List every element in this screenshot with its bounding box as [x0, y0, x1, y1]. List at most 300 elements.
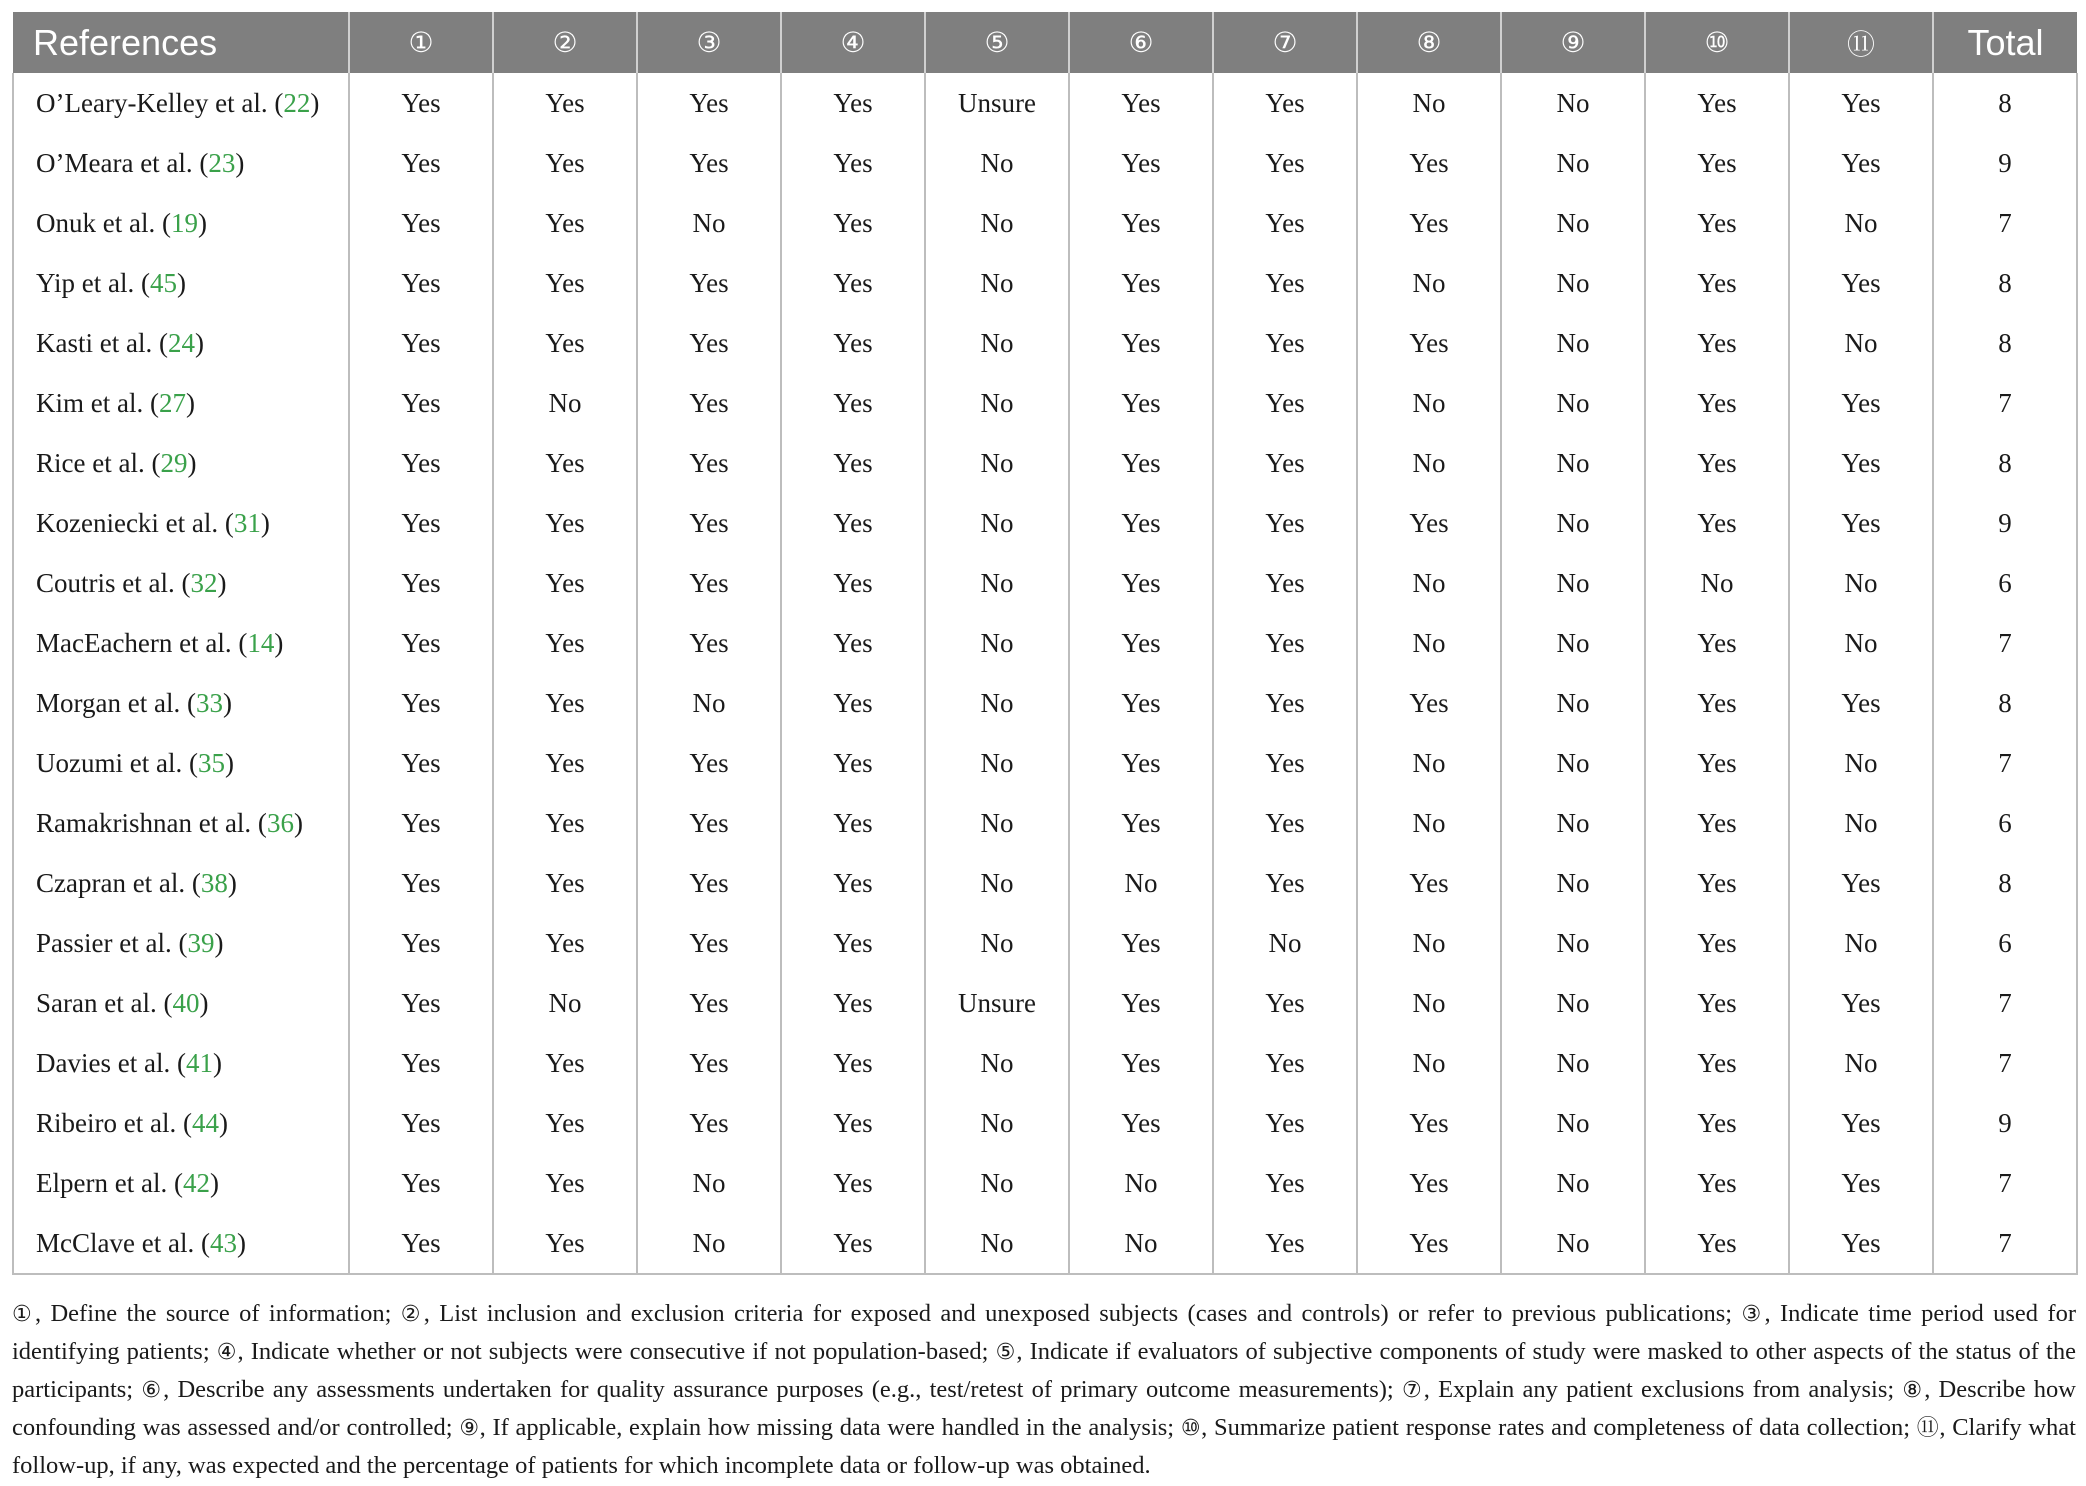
- criterion-1-cell: Yes: [349, 193, 493, 253]
- reference-author: Kim et al. (: [36, 387, 159, 418]
- reference-author: Kasti et al. (: [36, 327, 168, 358]
- criterion-9-cell: No: [1501, 1093, 1645, 1153]
- criterion-11-cell: No: [1789, 733, 1933, 793]
- reference-close-paren: ): [217, 567, 227, 598]
- criterion-1-cell: Yes: [349, 493, 493, 553]
- criterion-2-cell: Yes: [493, 193, 637, 253]
- reference-author: Coutris et al. (: [36, 567, 191, 598]
- criterion-11-cell: No: [1789, 1033, 1933, 1093]
- criterion-7-cell: Yes: [1213, 433, 1357, 493]
- criterion-3-cell: Yes: [637, 313, 781, 373]
- table-row: [13, 1033, 2077, 1093]
- citation-link[interactable]: 22: [283, 87, 311, 118]
- criterion-11-cell: Yes: [1789, 253, 1933, 313]
- reference-author: MacEachern et al. (: [36, 627, 248, 658]
- reference-close-paren: ): [274, 627, 284, 658]
- criterion-10-cell: Yes: [1645, 913, 1789, 973]
- footnote-text: , Summarize patient response rates and completeness of data collection;: [1201, 1414, 1917, 1441]
- header-criterion-6: ⑥: [1069, 12, 1213, 73]
- citation-link[interactable]: 36: [266, 807, 294, 838]
- criterion-8-cell: No: [1357, 733, 1501, 793]
- reference-cell: [13, 853, 349, 913]
- criterion-1-cell: Yes: [349, 553, 493, 613]
- criterion-5-cell: No: [925, 673, 1069, 733]
- criterion-1-cell: Yes: [349, 673, 493, 733]
- criterion-6-cell: Yes: [1069, 613, 1213, 673]
- criterion-6-cell: Yes: [1069, 1093, 1213, 1153]
- footnote-symbol: ⑤: [995, 1340, 1017, 1365]
- criterion-5-cell: No: [925, 853, 1069, 913]
- criterion-4-cell: Yes: [781, 253, 925, 313]
- criterion-3-cell: Yes: [637, 913, 781, 973]
- criterion-2-cell: No: [493, 373, 637, 433]
- criterion-3-cell: No: [637, 1213, 781, 1274]
- citation-link[interactable]: 40: [172, 987, 200, 1018]
- citation-link[interactable]: 33: [195, 687, 223, 718]
- reference-close-paren: ): [260, 507, 270, 538]
- reference-cell: [13, 673, 349, 733]
- citation-link[interactable]: 32: [190, 567, 218, 598]
- criterion-7-cell: Yes: [1213, 1033, 1357, 1093]
- criterion-10-cell: Yes: [1645, 973, 1789, 1033]
- criterion-5-cell: No: [925, 373, 1069, 433]
- criterion-7-cell: Yes: [1213, 133, 1357, 193]
- footnote-symbol: ⑧: [1902, 1378, 1925, 1403]
- citation-link[interactable]: 43: [209, 1227, 237, 1258]
- criterion-5-cell: No: [925, 553, 1069, 613]
- reference-cell: [13, 73, 349, 133]
- criterion-4-cell: Yes: [781, 1093, 925, 1153]
- criterion-10-cell: Yes: [1645, 253, 1789, 313]
- criterion-9-cell: No: [1501, 313, 1645, 373]
- criterion-2-cell: Yes: [493, 733, 637, 793]
- citation-link[interactable]: 42: [182, 1167, 210, 1198]
- criterion-4-cell: Yes: [781, 373, 925, 433]
- table-row: [13, 973, 2077, 1033]
- total-cell: 7: [1933, 613, 2077, 673]
- criterion-11-cell: No: [1789, 793, 1933, 853]
- criterion-4-cell: Yes: [781, 433, 925, 493]
- criterion-8-cell: Yes: [1357, 1213, 1501, 1274]
- criterion-11-cell: Yes: [1789, 853, 1933, 913]
- reference-close-paren: ): [185, 387, 195, 418]
- criterion-2-cell: Yes: [493, 673, 637, 733]
- criterion-11-cell: Yes: [1789, 1213, 1933, 1274]
- table-row: [13, 133, 2077, 193]
- criterion-5-cell: No: [925, 793, 1069, 853]
- criterion-2-cell: Yes: [493, 1153, 637, 1213]
- criterion-5-cell: No: [925, 613, 1069, 673]
- table-footnote: [12, 1295, 2076, 1484]
- criterion-9-cell: No: [1501, 673, 1645, 733]
- reference-close-paren: ): [194, 327, 204, 358]
- criterion-4-cell: Yes: [781, 133, 925, 193]
- criterion-3-cell: No: [637, 673, 781, 733]
- criterion-7-cell: Yes: [1213, 373, 1357, 433]
- criterion-10-cell: Yes: [1645, 1033, 1789, 1093]
- citation-link[interactable]: 45: [149, 267, 177, 298]
- reference-close-paren: ): [235, 147, 245, 178]
- header-criterion-3: ③: [637, 12, 781, 73]
- criterion-1-cell: Yes: [349, 313, 493, 373]
- reference-close-paren: ): [218, 1107, 228, 1138]
- table-row: [13, 913, 2077, 973]
- citation-link[interactable]: 35: [197, 747, 225, 778]
- criterion-6-cell: Yes: [1069, 673, 1213, 733]
- criterion-2-cell: Yes: [493, 433, 637, 493]
- reference-cell: [13, 1033, 349, 1093]
- table-row: [13, 373, 2077, 433]
- criterion-8-cell: Yes: [1357, 1093, 1501, 1153]
- criterion-1-cell: Yes: [349, 1033, 493, 1093]
- criterion-9-cell: No: [1501, 373, 1645, 433]
- criterion-11-cell: Yes: [1789, 433, 1933, 493]
- criterion-2-cell: Yes: [493, 1093, 637, 1153]
- criterion-1-cell: Yes: [349, 433, 493, 493]
- reference-close-paren: ): [227, 867, 237, 898]
- citation-link[interactable]: 29: [160, 447, 188, 478]
- criterion-11-cell: Yes: [1789, 73, 1933, 133]
- citation-link[interactable]: 19: [170, 207, 198, 238]
- criterion-10-cell: Yes: [1645, 493, 1789, 553]
- criterion-7-cell: Yes: [1213, 193, 1357, 253]
- reference-author: Uozumi et al. (: [36, 747, 198, 778]
- criterion-10-cell: Yes: [1645, 73, 1789, 133]
- reference-author: Davies et al. (: [36, 1047, 186, 1078]
- criterion-11-cell: Yes: [1789, 373, 1933, 433]
- criterion-3-cell: No: [637, 193, 781, 253]
- criterion-8-cell: Yes: [1357, 853, 1501, 913]
- criterion-6-cell: Yes: [1069, 433, 1213, 493]
- criterion-7-cell: Yes: [1213, 493, 1357, 553]
- criterion-7-cell: Yes: [1213, 973, 1357, 1033]
- footnote-text: , Clarify what follow-up, if any, was expected and the percentage of patients for which incomplete data or follow-up was obtained.: [12, 1414, 2076, 1479]
- criterion-8-cell: No: [1357, 973, 1501, 1033]
- header-criterion-5: ⑤: [925, 12, 1069, 73]
- criterion-9-cell: No: [1501, 1033, 1645, 1093]
- total-cell: 6: [1933, 553, 2077, 613]
- citation-link[interactable]: 23: [208, 147, 236, 178]
- criterion-5-cell: No: [925, 433, 1069, 493]
- total-cell: 9: [1933, 133, 2077, 193]
- quality-assessment-table-container: [12, 12, 2076, 1275]
- reference-close-paren: ): [214, 927, 224, 958]
- criterion-4-cell: Yes: [781, 793, 925, 853]
- criterion-9-cell: No: [1501, 613, 1645, 673]
- criterion-5-cell: No: [925, 193, 1069, 253]
- criterion-7-cell: Yes: [1213, 313, 1357, 373]
- reference-author: Saran et al. (: [36, 987, 173, 1018]
- reference-cell: [13, 1213, 349, 1274]
- header-criterion-11: ⑪: [1789, 12, 1933, 73]
- criterion-9-cell: No: [1501, 913, 1645, 973]
- reference-cell: [13, 553, 349, 613]
- reference-cell: [13, 493, 349, 553]
- criterion-11-cell: No: [1789, 613, 1933, 673]
- criterion-1-cell: Yes: [349, 973, 493, 1033]
- criterion-1-cell: Yes: [349, 1093, 493, 1153]
- criterion-4-cell: Yes: [781, 313, 925, 373]
- criterion-9-cell: No: [1501, 793, 1645, 853]
- footnote-symbol: ⑩: [1180, 1416, 1202, 1441]
- criterion-4-cell: Yes: [781, 733, 925, 793]
- criterion-7-cell: Yes: [1213, 613, 1357, 673]
- footnote-symbol: ⑥: [141, 1378, 164, 1403]
- criterion-11-cell: Yes: [1789, 493, 1933, 553]
- reference-close-paren: ): [199, 987, 209, 1018]
- table-row: [13, 253, 2077, 313]
- criterion-6-cell: No: [1069, 1213, 1213, 1274]
- criterion-9-cell: No: [1501, 433, 1645, 493]
- criterion-5-cell: No: [925, 1213, 1069, 1274]
- criterion-4-cell: Yes: [781, 1153, 925, 1213]
- citation-link[interactable]: 27: [158, 387, 186, 418]
- criterion-2-cell: Yes: [493, 253, 637, 313]
- reference-cell: [13, 733, 349, 793]
- reference-author: Czapran et al. (: [36, 867, 201, 898]
- criterion-3-cell: Yes: [637, 373, 781, 433]
- criterion-1-cell: Yes: [349, 793, 493, 853]
- criterion-4-cell: Yes: [781, 493, 925, 553]
- reference-close-paren: ): [222, 687, 232, 718]
- criterion-5-cell: No: [925, 313, 1069, 373]
- footnote-symbol: ②: [400, 1302, 424, 1327]
- reference-author: O’Meara et al. (: [36, 147, 209, 178]
- criterion-7-cell: Yes: [1213, 1093, 1357, 1153]
- reference-author: Yip et al. (: [36, 267, 150, 298]
- table-row: [13, 613, 2077, 673]
- criterion-3-cell: Yes: [637, 253, 781, 313]
- criterion-7-cell: No: [1213, 913, 1357, 973]
- citation-link[interactable]: 24: [167, 327, 195, 358]
- criterion-2-cell: Yes: [493, 913, 637, 973]
- criterion-5-cell: No: [925, 1033, 1069, 1093]
- criterion-10-cell: Yes: [1645, 1153, 1789, 1213]
- criterion-4-cell: Yes: [781, 553, 925, 613]
- criterion-1-cell: Yes: [349, 1213, 493, 1274]
- table-row: [13, 193, 2077, 253]
- reference-cell: [13, 193, 349, 253]
- criterion-4-cell: Yes: [781, 613, 925, 673]
- reference-close-paren: ): [236, 1227, 246, 1258]
- criterion-10-cell: Yes: [1645, 733, 1789, 793]
- criterion-10-cell: Yes: [1645, 613, 1789, 673]
- criterion-3-cell: Yes: [637, 73, 781, 133]
- criterion-1-cell: Yes: [349, 613, 493, 673]
- criterion-5-cell: Unsure: [925, 73, 1069, 133]
- reference-cell: [13, 313, 349, 373]
- criterion-8-cell: Yes: [1357, 493, 1501, 553]
- total-cell: 7: [1933, 373, 2077, 433]
- criterion-8-cell: No: [1357, 253, 1501, 313]
- criterion-6-cell: Yes: [1069, 913, 1213, 973]
- criterion-7-cell: Yes: [1213, 73, 1357, 133]
- criterion-3-cell: Yes: [637, 733, 781, 793]
- criterion-9-cell: No: [1501, 853, 1645, 913]
- criterion-6-cell: Yes: [1069, 253, 1213, 313]
- criterion-4-cell: Yes: [781, 1033, 925, 1093]
- criterion-3-cell: Yes: [637, 613, 781, 673]
- criterion-6-cell: Yes: [1069, 73, 1213, 133]
- criterion-5-cell: No: [925, 1093, 1069, 1153]
- criterion-10-cell: Yes: [1645, 133, 1789, 193]
- criterion-1-cell: Yes: [349, 733, 493, 793]
- reference-cell: [13, 973, 349, 1033]
- criterion-4-cell: Yes: [781, 73, 925, 133]
- criterion-1-cell: Yes: [349, 253, 493, 313]
- footnote-text: , Describe how confounding was assessed and/or controlled;: [12, 1376, 2076, 1441]
- header-references: References: [13, 12, 349, 73]
- header-criterion-4: ④: [781, 12, 925, 73]
- reference-cell: [13, 793, 349, 853]
- criterion-8-cell: Yes: [1357, 1153, 1501, 1213]
- criterion-9-cell: No: [1501, 493, 1645, 553]
- reference-close-paren: ): [209, 1167, 219, 1198]
- reference-author: McClave et al. (: [36, 1227, 210, 1258]
- criterion-6-cell: No: [1069, 1153, 1213, 1213]
- criterion-8-cell: Yes: [1357, 133, 1501, 193]
- table-row: [13, 673, 2077, 733]
- criterion-6-cell: Yes: [1069, 1033, 1213, 1093]
- criterion-1-cell: Yes: [349, 853, 493, 913]
- header-total: Total: [1933, 12, 2077, 73]
- citation-link[interactable]: 14: [247, 627, 275, 658]
- criterion-11-cell: No: [1789, 313, 1933, 373]
- footnote-text: , Explain any patient exclusions from analysis;: [1423, 1376, 1903, 1403]
- reference-cell: [13, 373, 349, 433]
- reference-close-paren: ): [224, 747, 234, 778]
- citation-link[interactable]: 38: [200, 867, 228, 898]
- criterion-8-cell: No: [1357, 553, 1501, 613]
- criterion-5-cell: Unsure: [925, 973, 1069, 1033]
- header-criterion-8: ⑧: [1357, 12, 1501, 73]
- table-row: [13, 793, 2077, 853]
- reference-author: Morgan et al. (: [36, 687, 196, 718]
- citation-link[interactable]: 39: [187, 927, 215, 958]
- reference-author: Onuk et al. (: [36, 207, 171, 238]
- criterion-4-cell: Yes: [781, 193, 925, 253]
- criterion-2-cell: Yes: [493, 1213, 637, 1274]
- criterion-11-cell: No: [1789, 193, 1933, 253]
- header-criterion-10: ⑩: [1645, 12, 1789, 73]
- criterion-7-cell: Yes: [1213, 1213, 1357, 1274]
- table-row: [13, 1153, 2077, 1213]
- footnote-text: , Indicate if evaluators of subjective components of study were masked to other aspects of the status of the participants;: [12, 1338, 2076, 1403]
- criterion-10-cell: Yes: [1645, 313, 1789, 373]
- criterion-8-cell: No: [1357, 373, 1501, 433]
- criterion-11-cell: No: [1789, 553, 1933, 613]
- criterion-5-cell: No: [925, 133, 1069, 193]
- total-cell: 7: [1933, 1153, 2077, 1213]
- criterion-9-cell: No: [1501, 1153, 1645, 1213]
- reference-cell: [13, 433, 349, 493]
- footnote-text: , Define the source of information;: [34, 1300, 401, 1327]
- reference-author: Rice et al. (: [36, 447, 161, 478]
- criterion-11-cell: Yes: [1789, 673, 1933, 733]
- total-cell: 9: [1933, 1093, 2077, 1153]
- criterion-10-cell: Yes: [1645, 433, 1789, 493]
- footnote-symbol: ⑨: [459, 1416, 480, 1441]
- criterion-11-cell: Yes: [1789, 1153, 1933, 1213]
- criterion-3-cell: Yes: [637, 1033, 781, 1093]
- quality-assessment-table: [12, 12, 2078, 1275]
- table-row: [13, 313, 2077, 373]
- criterion-2-cell: Yes: [493, 553, 637, 613]
- reference-cell: [13, 133, 349, 193]
- table-row: [13, 493, 2077, 553]
- criterion-3-cell: Yes: [637, 133, 781, 193]
- criterion-9-cell: No: [1501, 193, 1645, 253]
- criterion-9-cell: No: [1501, 733, 1645, 793]
- total-cell: 8: [1933, 673, 2077, 733]
- criterion-10-cell: Yes: [1645, 673, 1789, 733]
- reference-close-paren: ): [197, 207, 207, 238]
- criterion-3-cell: Yes: [637, 1093, 781, 1153]
- criterion-10-cell: Yes: [1645, 1213, 1789, 1274]
- criterion-4-cell: Yes: [781, 913, 925, 973]
- criterion-10-cell: Yes: [1645, 1093, 1789, 1153]
- criterion-2-cell: Yes: [493, 73, 637, 133]
- total-cell: 8: [1933, 853, 2077, 913]
- criterion-6-cell: Yes: [1069, 133, 1213, 193]
- criterion-8-cell: No: [1357, 433, 1501, 493]
- criterion-11-cell: Yes: [1789, 973, 1933, 1033]
- criterion-3-cell: Yes: [637, 793, 781, 853]
- criterion-2-cell: Yes: [493, 853, 637, 913]
- footnote-symbol: ③: [1741, 1302, 1765, 1327]
- criterion-6-cell: Yes: [1069, 373, 1213, 433]
- footnote-text: , Describe any assessments undertaken for quality assurance purposes (e.g., test/retest of primary outcome measurements);: [163, 1376, 1402, 1403]
- reference-cell: [13, 1093, 349, 1153]
- criterion-11-cell: Yes: [1789, 133, 1933, 193]
- criterion-10-cell: Yes: [1645, 193, 1789, 253]
- table-row: [13, 853, 2077, 913]
- footnote-symbol: ④: [216, 1340, 238, 1365]
- criterion-3-cell: No: [637, 1153, 781, 1213]
- criterion-11-cell: Yes: [1789, 1093, 1933, 1153]
- criterion-4-cell: Yes: [781, 673, 925, 733]
- criterion-9-cell: No: [1501, 73, 1645, 133]
- criterion-7-cell: Yes: [1213, 673, 1357, 733]
- citation-link[interactable]: 31: [233, 507, 261, 538]
- footnote-symbol: ⑦: [1401, 1378, 1424, 1403]
- total-cell: 9: [1933, 493, 2077, 553]
- footnote-text: , Indicate whether or not subjects were consecutive if not population-based;: [237, 1338, 996, 1365]
- reference-author: Ribeiro et al. (: [36, 1107, 192, 1138]
- criterion-3-cell: Yes: [637, 973, 781, 1033]
- criterion-6-cell: No: [1069, 853, 1213, 913]
- reference-author: Elpern et al. (: [36, 1167, 183, 1198]
- citation-link[interactable]: 41: [185, 1047, 213, 1078]
- criterion-7-cell: Yes: [1213, 253, 1357, 313]
- criterion-8-cell: No: [1357, 913, 1501, 973]
- criterion-8-cell: Yes: [1357, 673, 1501, 733]
- criterion-2-cell: Yes: [493, 133, 637, 193]
- criterion-4-cell: Yes: [781, 973, 925, 1033]
- table-row: [13, 733, 2077, 793]
- total-cell: 8: [1933, 253, 2077, 313]
- criterion-4-cell: Yes: [781, 853, 925, 913]
- criterion-8-cell: No: [1357, 1033, 1501, 1093]
- criterion-11-cell: No: [1789, 913, 1933, 973]
- reference-close-paren: ): [310, 87, 320, 118]
- criterion-9-cell: No: [1501, 253, 1645, 313]
- footnote-text: , List inclusion and exclusion criteria for exposed and unexposed subjects (cases and controls) or refer to previous publications;: [423, 1300, 1742, 1327]
- criterion-5-cell: No: [925, 733, 1069, 793]
- citation-link[interactable]: 44: [191, 1107, 219, 1138]
- table-header-row: [13, 12, 2077, 73]
- criterion-8-cell: No: [1357, 613, 1501, 673]
